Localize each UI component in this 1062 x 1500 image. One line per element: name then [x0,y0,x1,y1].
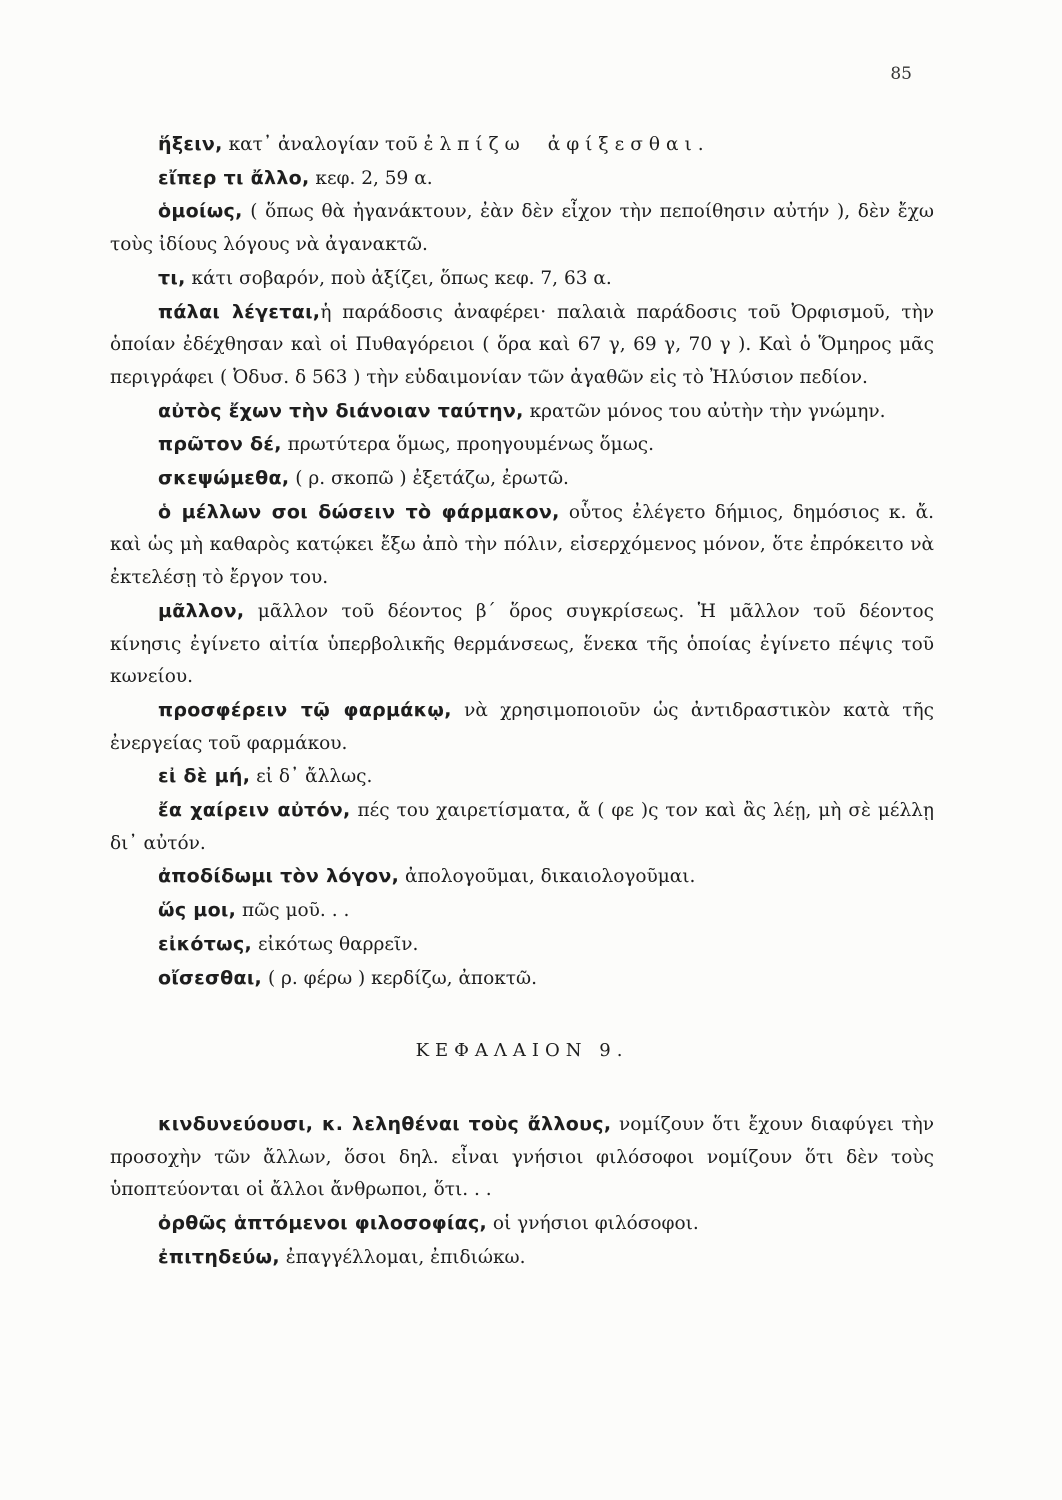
lemma: οἴσεσθαι, [158,966,263,989]
glossary-body [110,128,934,1275]
glossary-entry [110,162,934,196]
glossary-entry [110,962,934,996]
lemma: μᾶλλον, [158,599,245,622]
lemma: πάλαι λέγεται, [158,300,321,323]
definition: ( ὅπως θὰ ἠγανάκτουν, ἐὰν δὲν εἶχον τὴν πεποίθησιν αὐτήν ), δὲν ἔχω τοὺς ἰδίους λόγους νὰ ἀγανακτῶ. [110,201,934,256]
page-number: 85 [890,64,912,84]
glossary-entry [110,894,934,928]
lemma: ἐπιτηδεύω, [158,1245,280,1268]
lemma: ὁ μέλλων σοι δώσειν τὸ φάρμακον, [158,500,560,523]
lemma: ὀρθῶς ἁπτόμενοι φιλοσοφίας, [158,1212,488,1235]
glossary-entry [110,496,934,595]
definition: πές του χαιρετίσματα, ἄ ( φε )ς τον καὶ ἂς λέῃ, μὴ σὲ μέλλῃ δι᾿ αὐτόν. [110,800,934,854]
definition: νομίζουν ὅτι ἔχουν διαφύγει τὴν προσοχὴν τῶν ἄλλων, ὅσοι δηλ. εἶναι γνήσιοι φιλόσοφοι νομίζουν ὅτι δὲν τοὺς ὑποπτεύονται οἱ ἄλλοι ἄνθρωποι, ὅτι. . . [110,1113,934,1201]
lemma: ἔα χαίρειν αὐτόν, [158,799,351,822]
definition: κατ᾿ ἀναλογίαν τοῦ [222,134,424,155]
lemma: προσφέρειν τῷ φαρμάκῳ, [158,698,452,721]
definition: ἀπολογοῦμαι, δικαιολογοῦμαι. [399,866,696,888]
definition: νὰ χρησιμοποιοῦν ὡς ἀντιδραστικὸν κατὰ τῆς ἐνεργείας τοῦ φαρμάκου. [110,699,934,754]
lemma: σκεψώμεθα, [158,467,290,490]
definition: πῶς μοῦ. . . [236,900,350,922]
lemma: τι, [158,266,186,289]
glossary-entry [110,794,934,860]
lemma: πρῶτον δέ, [158,433,282,456]
definition: κρατῶν μόνος του αὐτὴν τὴν γνώμην. [523,400,886,422]
glossary-entry [110,595,934,694]
glossary-entry [110,128,934,162]
chapter-heading: ΚΕΦΑΛΑΙΟΝ 9. [415,1040,629,1062]
glossary-entry [110,262,934,296]
definition: ( ρ. σκοπῶ ) ἐξετάζω, ἐρωτῶ. [289,468,569,490]
definition: πρωτύτερα ὅμως, προηγουμένως ὅμως. [281,434,655,456]
glossary-entry [110,1241,934,1275]
lemma: ἀποδίδωμι τὸν λόγον, [158,865,400,888]
lemma: εἰκότως, [158,932,253,955]
lemma: εἰ δὲ μή, [158,765,251,788]
definition: μᾶλλον τοῦ δέοντος β΄ ὅρος συγκρίσεως. Ἡ μᾶλλον τοῦ δέοντος κίνησις ἐγίνετο αἰτία ὑπερβολικῆς θερμάνσεως, ἕνεκα τῆς ὁποίας ἐγίνετο πέψις τοῦ κωνείου. [110,600,934,688]
lemma: ἥξειν, [158,133,223,155]
lemma: ὥς μοι, [158,899,237,922]
definition: οὗτος ἐλέγετο δήμιος, δημόσιος κ. ἄ. καὶ ὡς μὴ καθαρὸς κατῴκει ἔξω ἀπὸ τὴν πόλιν, εἰσερχόμενος μόνον, ὅτε ἐπρόκειτο νὰ ἐκτελέσῃ τὸ ἔργον του. [110,501,934,589]
definition: κάτι σοβαρόν, ποὺ ἀξίζει, ὅπως κεφ. 7, 63 α. [185,267,612,289]
glossary-entry [110,760,934,794]
lemma: ὁμοίως, [158,200,243,223]
definition: ἐπαγγέλλομαι, ἐπιδιώκω. [279,1246,526,1268]
glossary-entry [110,1207,934,1241]
glossary-entry [110,1108,934,1207]
lemma: αὐτὸς ἔχων τὴν διάνοιαν ταύτην, [158,399,524,422]
glossary-entry [110,694,934,760]
definition: ἡ παράδοσις ἀναφέρει· παλαιὰ παράδοσις τοῦ Ὀρφισμοῦ, τὴν ὁποίαν ἐδέχθησαν καὶ οἱ Πυθαγόρειοι ( ὅρα καὶ 67 γ, 69 γ, 70 γ ). Καὶ ὁ Ὅμηρος μᾶς περιγράφει ( Ὀδυσ. δ 563 ) τὴν εὐδαιμονίαν τῶν ἀγαθῶν εἰς τὸ Ἠλύσιον πεδίον. [110,301,934,388]
lemma: εἴπερ τι ἄλλο, [158,166,310,189]
glossary-entry [110,860,934,894]
glossary-entry [110,428,934,462]
glossary-entry [110,395,934,429]
spaced-word: ἐλπίζω [423,134,526,155]
definition: εἰ δ᾿ ἄλλως. [250,766,373,788]
definition: εἰκότως θαρρεῖν. [252,933,419,955]
lemma: κινδυνεύουσι, κ. λεληθέναι τοὺς ἄλλους, [158,1112,612,1135]
glossary-entry [110,928,934,962]
glossary-entry [110,296,934,395]
definition: κεφ. 2, 59 α. [309,167,433,189]
spaced-word: ἀφίξεσθαι. [547,134,710,155]
glossary-entry [110,462,934,496]
definition: οἱ γνήσιοι φιλόσοφοι. [487,1213,699,1235]
glossary-entry [110,195,934,261]
definition: ( ρ. φέρω ) κερδίζω, ἀποκτῶ. [262,967,537,989]
